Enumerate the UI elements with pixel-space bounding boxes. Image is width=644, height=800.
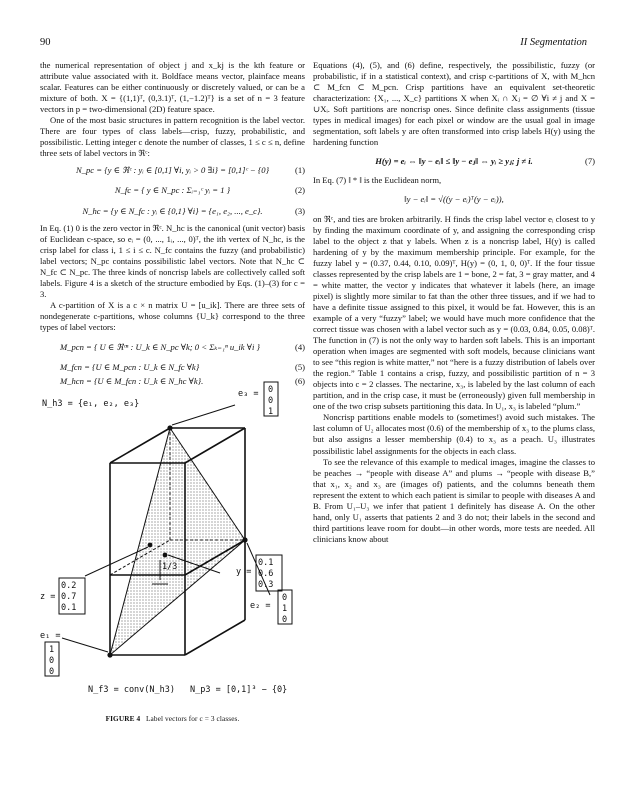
simplex-triangle: [110, 428, 245, 655]
equation-number: (6): [294, 376, 305, 387]
e1-vector: [45, 642, 59, 677]
equation-number: (1): [294, 165, 305, 176]
left-column: [40, 60, 305, 390]
vector-entry: 1: [282, 604, 288, 614]
figure-caption-label: FIGURE 4: [105, 714, 141, 723]
vector-entry: 0.7: [61, 592, 77, 602]
vector-entry: 0: [282, 593, 288, 603]
vector-entry: 0: [268, 396, 274, 406]
equation-number: (5): [294, 362, 305, 373]
equation-norm: [313, 194, 595, 205]
equation-number: (7): [584, 156, 595, 167]
e2-label: e₂ =: [250, 601, 271, 611]
nf3-label: N_f3 = conv(N_h3): [88, 685, 175, 695]
e3-label: e₃ =: [238, 389, 259, 399]
equation-number: (2): [294, 185, 305, 196]
vector-entry: 1: [49, 645, 55, 655]
z-label: z =: [40, 592, 56, 602]
equation-body: H(y) = eᵢ ⇔ ‖y − eᵢ‖ ≤ ‖y − eⱼ‖ ⇔ yᵢ ≥ yⱼ; j ≠ i.: [375, 156, 533, 167]
vector-entry: 0: [268, 385, 274, 395]
equation-5: [40, 362, 305, 373]
paragraph: the numerical representation of object j and x_kj is the kth feature or attribute value associated with it. Boldface means vector, plainface means scalar. Features can be either continuously or discretely valued, or can be a mixture of both. X = {(1,1)ᵀ, (0,3.1)ᵀ, (1,−1.2)ᵀ} is a set of n = 3 feature vectors in p = two-dimensional (2D) feature space.: [40, 60, 305, 115]
vector-entry: 0: [282, 615, 288, 625]
vector-entry: 1: [268, 407, 274, 417]
one-third-label: 1/3: [162, 562, 178, 572]
vector-entry: 0: [49, 667, 55, 677]
paragraph: One of the most basic structures in pattern recognition is the label vector. There are four types of class labels—crisp, fuzzy, probabilistic, and possibilistic. Letting integer c denote the number of classes, 1 ≤ c ≤ n, define three sets of label vectors in ℜᶜ:: [40, 115, 305, 159]
equation-body: M_fcn = {U ∈ M_pcn : U_k ∈ N_fc ∀k}: [60, 362, 200, 373]
vector-entry: 0.1: [61, 603, 77, 613]
equation-body: ‖y − eᵢ‖ = √((y − eᵢ)ᵀ(y − eᵢ)),: [404, 194, 504, 205]
equation-2: [40, 185, 305, 196]
vector-entry: 0.2: [61, 581, 77, 591]
equation-body: M_hcn = {U ∈ M_fcn : U_k ∈ N_hc ∀k}.: [60, 376, 204, 387]
equation-number: (3): [294, 205, 305, 216]
equation-number: (4): [294, 342, 305, 353]
e1-label: e₁ =: [40, 631, 61, 641]
paragraph: In Eq. (7) ‖ * ‖ is the Euclidean norm,: [313, 175, 442, 186]
equation-body: N_fc = { y ∈ N_pc : Σᵢ₌₁ᶜ yᵢ = 1 }: [114, 185, 231, 196]
page-number: 90: [40, 37, 51, 48]
e3-vector: [264, 382, 278, 417]
equation-4: [40, 342, 305, 353]
vector-entry: 0.6: [258, 569, 274, 579]
running-head: II Segmentation: [520, 37, 587, 48]
e2-vector: [278, 590, 292, 625]
vector-entry: 0.1: [258, 558, 274, 568]
right-column: [313, 60, 595, 545]
vector-entry: 0.3: [258, 580, 274, 590]
z-vector: [59, 578, 85, 614]
nh3-label: N_h3 = {e₁, e₂, e₃}: [42, 399, 140, 409]
equation-body: M_pcn = { U ∈ ℜᶜⁿ : U_k ∈ N_pc ∀k; 0 < Σₖ₌₁ⁿ u_ik ∀i }: [60, 342, 260, 353]
y-label: y =: [236, 567, 252, 577]
equation-1: [40, 165, 305, 176]
paragraph: on ℜᶜ, and ties are broken arbitrarily. H finds the crisp label vector eᵢ closest to y by finding the maximum coordinate of y, and assigning the corresponding crisp label to the object z that y labels. When z is a noncrisp label, H(y) is called hardening of y by the maximum membership principle. For example, for the fuzzy label y = (0.37, 0.44, 0.10, 0.09)ᵀ, H(y) = (0, 1, 0, 0)ᵀ. If the four tissue classes represented by the crisp labels are 1 = bone, 2 = fat, 3 = gray matter, and 4 = white matter, the vector y indicates that whatever it labels (here, an image pixel) is slightly more similar to fat than the other three tissues, and if we had to have a definite tissue assigned to this pixel, it would be fat. However, this is an example of a very “fuzzy” label; we would have much more confidence that the correct tissue was chosen with a label vector such as y = (0.03, 0.84, 0.05, 0.08)ᵀ. The function in (7) is not the only way to harden soft labels. This is an important operation when images are segmented with soft models, because clinicians want to see “this region is white matter,” not “here is a fuzzy distribution of labels over the region.” Table 1 contains a crisp, fuzzy, and possibilistic partition of n = 3 objects into c = 2 classes. The nectarine, x₃, is labeled by the last column of each partition, and in the crisp case, it must be (erroneously) given full membership in one of the two crisp subsets partitioning this data. In U₁, x₃ is labeled “plum.”: [313, 213, 595, 412]
equation-body: N_hc = {y ∈ N_fc : yᵢ ∈ {0,1} ∀i} = {e₁, e₂, ..., e_c}.: [82, 205, 263, 216]
paragraph: Noncrisp partitions enable models to (sometimes!) avoid such mistakes. The last column of U₂ allocates most (0.6) of the membership of x₃ to the plums class, but also assigns a lesser membership (0.4) to x₃ as a peach. U₃ illustrates possibilistic label assignments for the objects in each class.: [313, 412, 595, 456]
figure-caption-text: Label vectors for c = 3 classes.: [146, 714, 240, 723]
equation-3: [40, 206, 305, 217]
figure-caption: [40, 714, 305, 723]
vector-entry: 0: [49, 656, 55, 666]
paragraph: Equations (4), (5), and (6) define, respectively, the possibilistic, fuzzy (or probabilistic, if in a statistical context), and crisp c-partitions of X, with M_hcn ⊂ M_fcn ⊂ M_pcn. Crisp partitions have an equivalent set-theoretic characterization: {X₁, ..., X_c} partitions X when Xᵢ ∩ Xⱼ = ∅ ∀i ≠ j and X = ∪Xᵢ. Soft partitions are noncrisp ones. Since definite class assignments (tissue types in medical images) for each pixel or window are the usual goal in image segmentation, soft labels y are often transformed into crisp labels H(y) using the hardening function: [313, 60, 595, 148]
y-vector: [256, 555, 282, 591]
equation-body: N_pc = {y ∈ ℜᶜ : yᵢ ∈ [0,1] ∀i, yᵢ > 0 ∃i} = [0,1]ᶜ − {0}: [75, 165, 270, 176]
np3-label: N_p3 = [0,1]³ − {0}: [190, 685, 288, 695]
figure-4-diagram: [40, 380, 305, 700]
paragraph: A c-partition of X is a c × n matrix U = [u_ik]. There are three sets of nondegenerate c-partitions, whose columns {U_k} correspond to the three types of label vectors:: [40, 299, 305, 332]
paragraph: In Eq. (1) 0 is the zero vector in ℜᶜ. N_hc is the canonical (unit vector) basis of Euclidean c-space, so eᵢ = (0, ..., 1ᵢ, ..., 0)ᵀ, the ith vertex of N_hc, is the crisp label for class i, 1 ≤ i ≤ c. N_fc contains the fuzzy (and probabilistic) label vectors; N_pc contains possibilistic label vectors. Note that N_hc ⊂ N_fc ⊂ N_pc. The three kinds of noncrisp labels are collectively called soft labels. Figure 4 is a sketch of the structure embodied by Eqs. (1)–(3) for c = 3.: [40, 222, 305, 299]
equation-7: [313, 156, 595, 167]
paragraph: To see the relevance of this example to medical images, imagine the classes to be peaches → “people with disease A” and plums → “people with disease B,” that x₁, x₂ and x₃ are (images of) patients, and the columns beneath them represent the extent to which each patient is similar to people with diseases A and B. From U₁–U₃ we infer that patient 1 definitely has disease A. On the other hand, only U₁ asserts that patients 2 and 3 do not; their labels in the second and third partitions leave room for doubt—in other words, more tests are needed. All clinicians know about: [313, 456, 595, 544]
